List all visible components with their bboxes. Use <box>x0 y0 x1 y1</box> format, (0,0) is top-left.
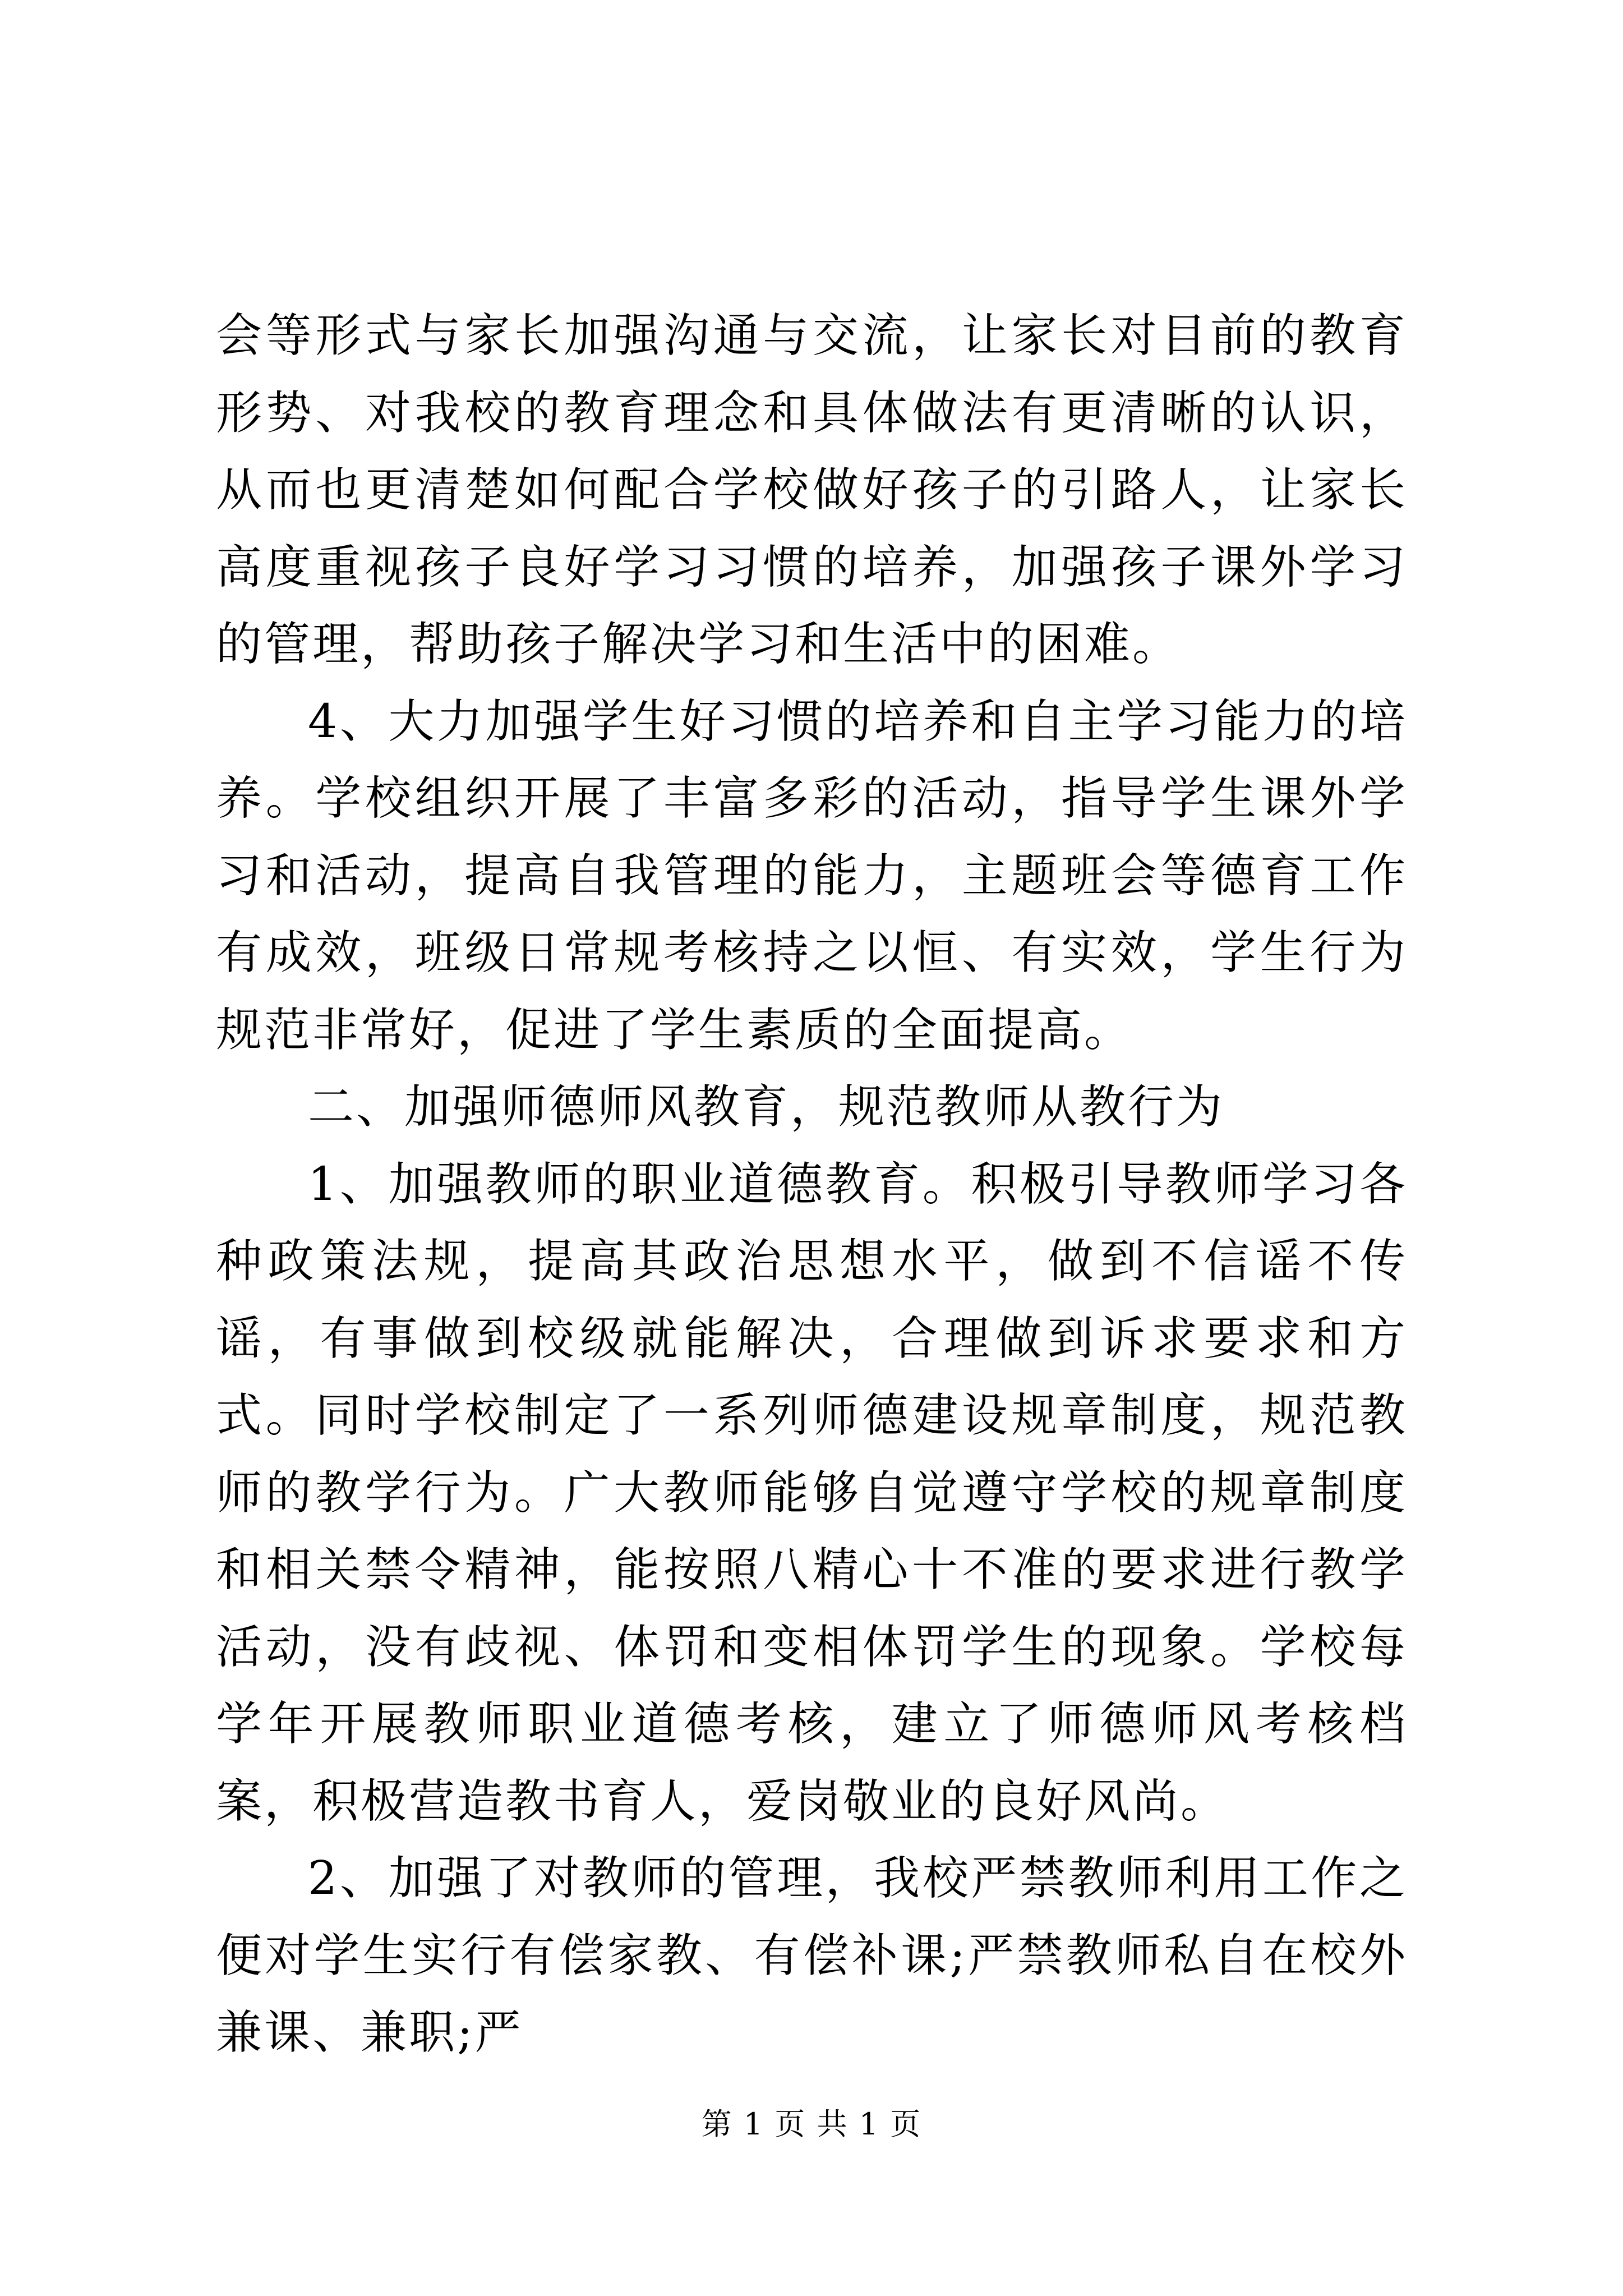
paragraph-teacher-management: 2、加强了对教师的管理，我校严禁教师利用工作之便对学生实行有偿家教、有偿补课;严禁教师私自在校外兼课、兼职;严 <box>216 1852 1408 2059</box>
page-footer: 第 1 页 共 1 页 <box>701 2106 922 2142</box>
section-heading-teacher-ethics: 二、加强师德师风教育，规范教师从教行为 <box>308 1080 1225 1134</box>
paragraph-student-habits: 4、大力加强学生好习惯的培养和自主学习能力的培养。学校组织开展了丰富多彩的活动，指导学生课外学习和活动，提高自我管理的能力，主题班会等德育工作有成效，班级日常规考核持之以恒、有实效，学生行为规范非常好，促进了学生素质的全面提高。 <box>216 694 1408 1057</box>
paragraph-professional-ethics: 1、加强教师的职业道德教育。积极引导教师学习各种政策法规，提高其政治思想水平，做到不信谣不传谣，有事做到校级就能解决，合理做到诉求要求和方式。同时学校制定了一系列师德建设规章制度，规范教师的教学行为。广大教师能够自觉遵守学校的规章制度和相关禁令精神，能按照八精心十不准的要求进行教学活动，没有歧视、体罚和变相体罚学生的现象。学校每学年开展教师职业道德考核，建立了师德师风考核档案，积极营造教书育人，爱岗敬业的良好风尚。 <box>216 1157 1408 1828</box>
paragraph-parent-communication: 会等形式与家长加强沟通与交流，让家长对目前的教育形势、对我校的教育理念和具体做法有更清晰的认识，从而也更清楚如何配合学校做好孩子的引路人，让家长高度重视孩子良好学习习惯的培养，加强孩子课外学习的管理，帮助孩子解决学习和生活中的困难。 <box>216 309 1408 671</box>
document-body <box>216 297 1408 2072</box>
